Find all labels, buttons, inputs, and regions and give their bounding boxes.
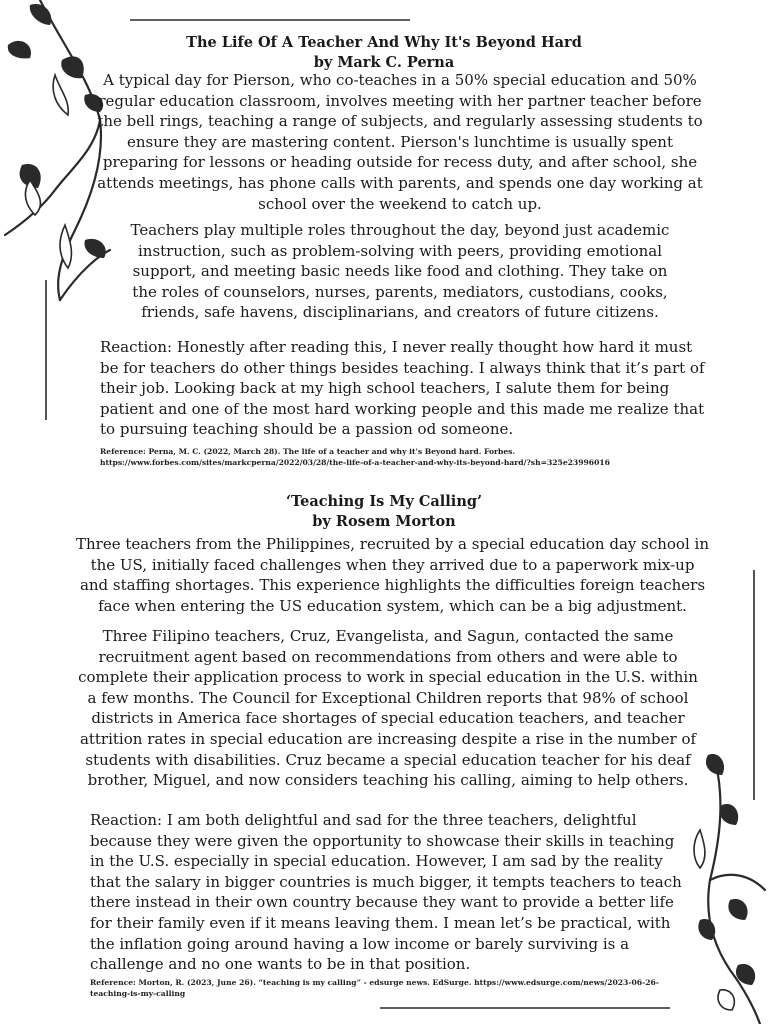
article-2-byline: by Rosem Morton [312, 513, 456, 530]
article-1-reaction: Reaction: Honestly after reading this, I never really thought how hard it must be for teachers do other things besides teaching. I always think that it’s part of their job. Looking back at my high school teachers, I salute them for being patient and one of the most hard working people and this made me realize that to pursuing teaching should be a passion od someone. [100, 338, 705, 439]
article-1-title: The Life Of A Teacher And Why It's Beyond Hard [186, 34, 582, 51]
article-1-paragraph-1: A typical day for Pierson, who co-teaches in a 50% special education and 50% regular education classroom, involves meeting with her partner teacher before the bell rings, teaching a range of subjects, and regularly assessing students to ensure they are mastering content. Pierson's lunchtime is usually spent preparing for lessons or heading outside for recess duty, and after school, she attends meetings, has phone calls with parents, and spends one day working at school over the weekend to catch up. [97, 71, 703, 213]
top-divider-line [130, 18, 410, 22]
article-1-byline: by Mark C. Perna [313, 54, 455, 71]
bottom-divider-line [380, 1006, 670, 1010]
article-2-paragraph-2: Three Filipino teachers, Cruz, Evangelista, and Sagun, contacted the same recruitment agent based on recommendations from others and were able to complete their application process to work in special education in the U.S. within a few months. The Council for Exceptional Children reports that 98% of school districts in America face shortages of special education teachers, and teacher attrition rates in special education are increasing despite a rise in the number of students with disabilities. Cruz became a special education teacher for his deaf brother, Miguel, and now considers teaching his calling, aiming to help others. [78, 627, 698, 790]
article-2-title: ‘Teaching Is My Calling’ [285, 493, 483, 510]
article-2-reaction: Reaction: I am both delightful and sad for the three teachers, delightful because they were given the opportunity to showcase their skills in teaching in the U.S. especially in special education. However, I am sad by the reality that the salary in bigger countries is much bigger, it tempts teachers to teach there instead in their own country because they want to provide a better life for their family even if it means leaving them. I mean let’s be practical, with the inflation going around having a low income or barely surviving is a challenge and no one wants to be in that position. [90, 811, 682, 974]
article-1-paragraph-2: Teachers play multiple roles throughout the day, beyond just academic instruction, such as problem-solving with peers, providing emotional support, and meeting basic needs like food and clothing. They take on the roles of counselors, nurses, parents, mediators, custodians, cooks, friends, safe havens, disciplinarians, and creators of future citizens. [130, 221, 670, 322]
article-2-paragraph-1: Three teachers from the Philippines, recruited by a special education day school in the US, initially faced challenges when they arrived due to a paperwork mix-up and staffing shortages. This experience highlights the difficulties foreign teachers face when entering the US education system, which can be a big adjustment. [76, 535, 709, 615]
article-1-reference: Reference: Perna, M. C. (2022, March 28). The life of a teacher and why it's Beyond hard. Forbes. https://www.forbes.com/sites/markcperna/2022/03/28/the-life-of-a-teacher-and-why-its-beyond-hard/?sh=325e23996016 [100, 447, 610, 467]
article-2-reference: Reference: Morton, R. (2023, June 26). “teaching is my calling” - edsurge news. EdSurge. https://www.edsurge.com/news/2023-06-26-teaching-is-my-calling [90, 978, 659, 998]
